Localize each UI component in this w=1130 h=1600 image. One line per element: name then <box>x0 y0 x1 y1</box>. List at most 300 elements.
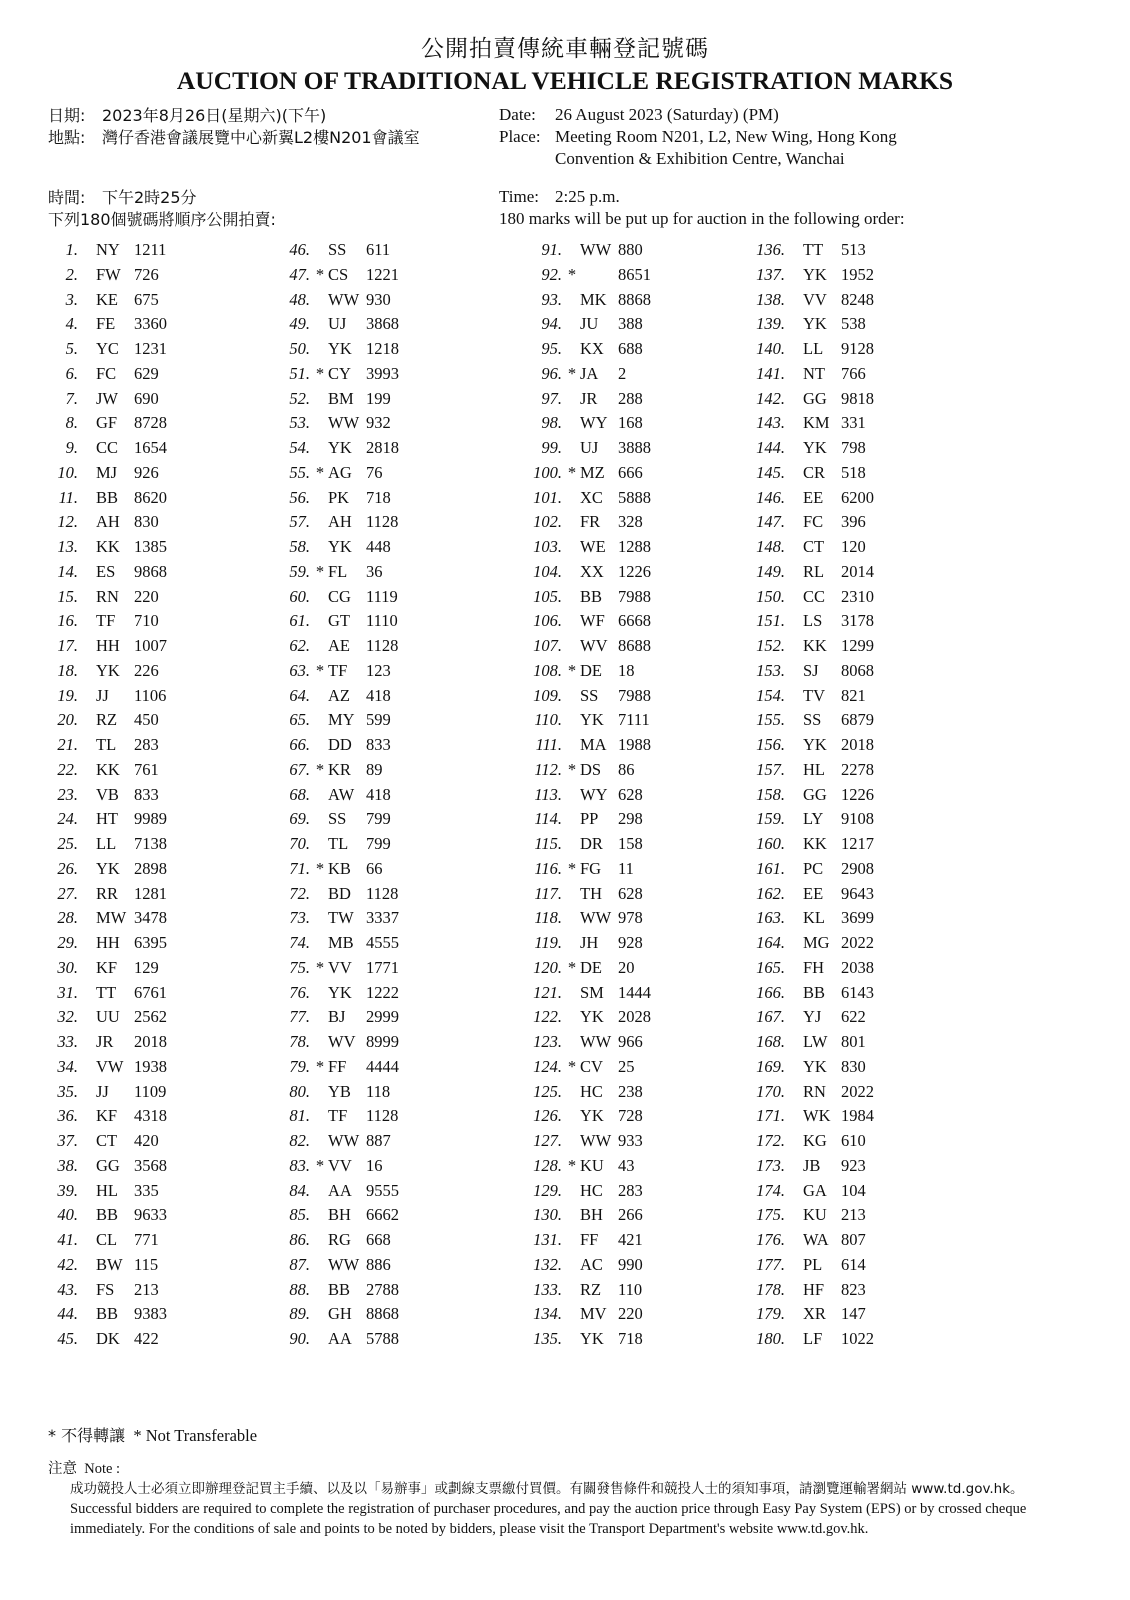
mark-digits: 1299 <box>841 636 874 655</box>
mark-letters: KK <box>96 537 120 556</box>
mark-letters: AH <box>328 512 352 532</box>
mark-number: 155. <box>756 710 785 730</box>
mark-digits: 8688 <box>618 636 651 655</box>
mark-letters: JH <box>580 933 599 952</box>
mark-letters: TF <box>96 611 116 631</box>
mark-digits: 599 <box>366 710 391 730</box>
mark-digits: 1231 <box>134 339 167 358</box>
mark-digits: 930 <box>366 289 391 309</box>
mark-digits: 710 <box>134 611 159 631</box>
mark-number: 170. <box>756 1081 785 1101</box>
mark-number: 92. <box>541 264 562 284</box>
mark-digits: 833 <box>134 784 159 804</box>
mark-number: 37. <box>57 1131 78 1150</box>
mark-number: 146. <box>756 487 785 507</box>
mark-number: 157. <box>756 759 785 779</box>
mark-number: 84. <box>289 1180 310 1200</box>
mark-digits: 833 <box>366 735 391 754</box>
mark-number: 33. <box>57 1032 78 1051</box>
mark-digits: 3178 <box>841 611 874 631</box>
mark-letters: CL <box>96 1230 118 1249</box>
mark-letters: TL <box>96 735 117 754</box>
mark-letters: JJ <box>96 685 109 705</box>
mark-number: 108. <box>533 660 562 680</box>
legend <box>48 1423 257 1446</box>
mark-digits: 199 <box>366 388 391 408</box>
mark-number: 109. <box>533 685 562 705</box>
mark-number: 164. <box>756 933 785 952</box>
mark-number: 176. <box>756 1230 785 1249</box>
mark-number: 151. <box>756 611 785 631</box>
mark-number: 172. <box>756 1131 785 1150</box>
mark-letters: VV <box>803 289 827 309</box>
mark-number: 43. <box>57 1279 78 1299</box>
mark-digits: 7988 <box>618 685 651 705</box>
mark-number: 2. <box>65 264 78 284</box>
mark-digits: 226 <box>134 660 159 680</box>
mark-number: 127. <box>533 1131 562 1150</box>
mark-letters: JU <box>580 314 599 334</box>
place-value-en-line2: Convention & Exhibition Centre, Wanchai <box>555 149 845 168</box>
mark-number: 101. <box>533 487 562 507</box>
mark-number: 19. <box>57 685 78 705</box>
mark-number: 95. <box>541 339 562 358</box>
mark-letters: WW <box>328 1131 360 1150</box>
mark-number: 31. <box>57 982 78 1002</box>
mark-number: 15. <box>57 586 78 606</box>
mark-number: 23. <box>57 784 78 804</box>
mark-letters: YK <box>328 982 352 1002</box>
mark-letters: LL <box>96 834 117 853</box>
mark-letters: FC <box>96 363 117 383</box>
mark-letters: BD <box>328 883 351 903</box>
mark-letters: WY <box>580 784 608 804</box>
mark-letters: AC <box>580 1254 603 1274</box>
note-section <box>48 1459 1088 1539</box>
mark-number: 171. <box>756 1106 785 1126</box>
mark-digits: 2038 <box>841 957 874 977</box>
mark-digits: 6879 <box>841 710 874 730</box>
mark-digits: 11 <box>618 858 634 878</box>
time-label-en: Time: <box>499 187 540 206</box>
mark-letters: GG <box>803 784 827 804</box>
mark-number: 24. <box>57 809 78 829</box>
mark-digits: 2018 <box>841 735 874 754</box>
mark-digits: 8999 <box>366 1032 399 1051</box>
mark-number: 168. <box>756 1032 785 1051</box>
mark-number: 150. <box>756 586 785 606</box>
mark-letters: SS <box>803 710 822 730</box>
mark-digits: 8068 <box>841 660 874 680</box>
mark-letters: CT <box>803 537 825 556</box>
mark-letters: BB <box>96 1205 119 1225</box>
page-title-english: AUCTION OF TRADITIONAL VEHICLE REGISTRATION MARKS <box>176 66 954 95</box>
mark-number: 174. <box>756 1180 785 1200</box>
legend-en: * Not Transferable <box>133 1426 258 1445</box>
mark-letters: WW <box>580 908 612 928</box>
mark-digits: 2788 <box>366 1279 399 1299</box>
mark-digits: 9818 <box>841 388 874 408</box>
mark-letters: CC <box>803 586 826 606</box>
mark-letters: BB <box>96 487 119 507</box>
mark-digits: 298 <box>618 809 643 829</box>
place-value-zh: 灣仔香港會議展覽中心新翼L2樓N201會議室 <box>102 128 420 147</box>
mark-number: 144. <box>756 438 785 457</box>
mark-letters: KF <box>96 957 118 977</box>
mark-letters: MV <box>580 1304 607 1324</box>
mark-digits: 1106 <box>134 685 167 705</box>
mark-letters: WV <box>580 636 608 655</box>
mark-letters: WF <box>580 611 605 631</box>
mark-number: 100. <box>533 462 562 482</box>
mark-letters: YJ <box>803 1007 822 1027</box>
mark-number: 10. <box>57 462 78 482</box>
mark-letters: BH <box>580 1205 603 1225</box>
mark-number: 86. <box>289 1230 310 1249</box>
mark-letters: FW <box>96 264 121 284</box>
mark-digits: 220 <box>618 1304 643 1324</box>
mark-digits: 2022 <box>841 933 874 952</box>
mark-letters: HH <box>96 933 120 952</box>
mark-digits: 3699 <box>841 908 874 928</box>
mark-digits: 220 <box>134 586 159 606</box>
mark-digits: 675 <box>134 289 159 309</box>
mark-letters: FF <box>580 1230 599 1249</box>
mark-letters: SS <box>580 685 599 705</box>
mark-digits: 450 <box>134 710 159 730</box>
mark-letters: CG <box>328 586 351 606</box>
mark-digits: 886 <box>366 1254 391 1274</box>
mark-letters: BB <box>96 1304 119 1324</box>
mark-letters: BJ <box>328 1007 346 1027</box>
mark-number: 152. <box>756 636 785 655</box>
mark-number: 50. <box>289 339 310 358</box>
not-transferable-marker: * <box>567 264 577 284</box>
mark-number: 38. <box>57 1155 78 1175</box>
mark-digits: 799 <box>366 809 391 829</box>
mark-letters: FE <box>96 314 116 334</box>
mark-digits: 1128 <box>366 1106 399 1126</box>
mark-number: 78. <box>289 1032 310 1051</box>
not-transferable-marker: * <box>567 759 577 779</box>
mark-letters: GA <box>803 1180 827 1200</box>
mark-letters: WA <box>803 1230 829 1249</box>
mark-number: 30. <box>57 957 78 977</box>
mark-digits: 880 <box>618 240 643 259</box>
mark-letters: RZ <box>96 710 118 730</box>
mark-number: 68. <box>289 784 310 804</box>
mark-digits: 2898 <box>134 858 167 878</box>
mark-digits: 6143 <box>841 982 874 1002</box>
legend-zh: * 不得轉讓 <box>48 1426 126 1445</box>
mark-letters: RN <box>96 586 119 606</box>
mark-digits: 86 <box>618 759 635 779</box>
mark-digits: 690 <box>134 388 159 408</box>
mark-number: 58. <box>289 537 310 556</box>
mark-digits: 611 <box>366 240 391 259</box>
mark-digits: 1119 <box>366 586 398 606</box>
mark-number: 94. <box>541 314 562 334</box>
mark-number: 13. <box>57 537 78 556</box>
mark-number: 112. <box>534 759 562 779</box>
mark-letters: RN <box>803 1081 826 1101</box>
mark-letters: NY <box>96 240 120 259</box>
mark-number: 66. <box>289 735 310 754</box>
mark-number: 60. <box>289 586 310 606</box>
mark-digits: 1984 <box>841 1106 874 1126</box>
mark-digits: 9383 <box>134 1304 167 1324</box>
mark-digits: 1226 <box>618 561 651 581</box>
mark-number: 45. <box>57 1329 78 1348</box>
mark-number: 93. <box>541 289 562 309</box>
mark-digits: 761 <box>134 759 159 779</box>
mark-number: 136. <box>756 240 785 259</box>
mark-digits: 3337 <box>366 908 399 928</box>
mark-number: 14. <box>57 561 78 581</box>
mark-letters: AA <box>328 1329 352 1348</box>
mark-digits: 66 <box>366 858 383 878</box>
mark-number: 75. <box>289 957 310 977</box>
mark-digits: 16 <box>366 1155 383 1175</box>
mark-digits: 4555 <box>366 933 399 952</box>
mark-letters: TT <box>803 240 824 259</box>
mark-number: 133. <box>533 1279 562 1299</box>
mark-number: 153. <box>756 660 785 680</box>
mark-digits: 1007 <box>134 636 167 655</box>
mark-letters: WW <box>580 1032 612 1051</box>
mark-digits: 688 <box>618 339 643 358</box>
mark-letters: YB <box>328 1081 351 1101</box>
mark-number: 179. <box>756 1304 785 1324</box>
mark-digits: 7138 <box>134 834 167 853</box>
mark-digits: 887 <box>366 1131 391 1150</box>
mark-digits: 418 <box>366 685 391 705</box>
mark-number: 69. <box>289 809 310 829</box>
mark-letters: LF <box>803 1329 823 1348</box>
mark-number: 117. <box>534 883 562 903</box>
mark-digits: 5888 <box>618 487 651 507</box>
mark-number: 7. <box>65 388 78 408</box>
not-transferable-marker: * <box>315 561 325 581</box>
mark-letters: TF <box>328 1106 348 1126</box>
mark-digits: 807 <box>841 1230 866 1249</box>
mark-digits: 2018 <box>134 1032 167 1051</box>
mark-digits: 2278 <box>841 759 874 779</box>
mark-number: 148. <box>756 537 785 556</box>
mark-number: 46. <box>289 240 310 259</box>
mark-letters: CT <box>96 1131 118 1150</box>
mark-digits: 8728 <box>134 413 167 433</box>
not-transferable-marker: * <box>315 363 325 383</box>
mark-letters: YK <box>803 1056 827 1076</box>
mark-digits: 168 <box>618 413 643 433</box>
mark-letters: KK <box>96 759 120 779</box>
mark-number: 67. <box>289 759 310 779</box>
mark-digits: 1952 <box>841 264 874 284</box>
mark-letters: HL <box>803 759 825 779</box>
mark-letters: LS <box>803 611 823 631</box>
mark-number: 82. <box>289 1131 310 1150</box>
mark-digits: 7988 <box>618 586 651 606</box>
mark-letters: BW <box>96 1254 123 1274</box>
not-transferable-marker: * <box>567 1056 577 1076</box>
mark-digits: 830 <box>841 1056 866 1076</box>
mark-number: 49. <box>289 314 310 334</box>
mark-digits: 3360 <box>134 314 167 334</box>
note-label-en: Note : <box>84 1461 121 1477</box>
mark-number: 118. <box>534 908 562 928</box>
mark-digits: 823 <box>841 1279 866 1299</box>
mark-digits: 726 <box>134 264 159 284</box>
mark-digits: 799 <box>366 834 391 853</box>
mark-number: 165. <box>756 957 785 977</box>
mark-digits: 5788 <box>366 1329 399 1348</box>
mark-letters: CR <box>803 462 826 482</box>
mark-digits: 238 <box>618 1081 643 1101</box>
mark-digits: 6395 <box>134 933 167 952</box>
mark-number: 97. <box>541 388 562 408</box>
mark-letters: WY <box>580 413 608 433</box>
not-transferable-marker: * <box>315 264 325 284</box>
mark-letters: KF <box>96 1106 118 1126</box>
mark-number: 76. <box>289 982 310 1002</box>
mark-letters: DS <box>580 759 602 779</box>
mark-letters: KL <box>803 908 825 928</box>
mark-letters: WE <box>580 537 606 556</box>
mark-digits: 718 <box>366 487 391 507</box>
mark-digits: 3993 <box>366 363 399 383</box>
mark-number: 51. <box>289 363 310 383</box>
mark-digits: 1211 <box>134 240 167 259</box>
mark-number: 56. <box>289 487 310 507</box>
mark-letters: RZ <box>580 1279 602 1299</box>
mark-digits: 518 <box>841 462 866 482</box>
mark-number: 159. <box>756 809 785 829</box>
mark-digits: 1281 <box>134 883 167 903</box>
mark-letters: XC <box>580 487 603 507</box>
mark-letters: BB <box>580 586 603 606</box>
mark-letters: PC <box>803 858 824 878</box>
mark-digits: 3568 <box>134 1155 167 1175</box>
mark-number: 25. <box>57 834 78 853</box>
mark-digits: 2908 <box>841 858 874 878</box>
mark-number: 36. <box>57 1106 78 1126</box>
mark-number: 142. <box>756 388 785 408</box>
mark-number: 128. <box>533 1155 562 1175</box>
mark-digits: 20 <box>618 957 635 977</box>
mark-number: 5. <box>65 339 78 358</box>
mark-digits: 2999 <box>366 1007 399 1027</box>
mark-letters: YK <box>96 858 120 878</box>
mark-letters: WK <box>803 1106 831 1126</box>
mark-letters: JW <box>96 388 118 408</box>
mark-letters: WW <box>580 1131 612 1150</box>
mark-letters: BM <box>328 388 354 408</box>
mark-digits: 104 <box>841 1180 866 1200</box>
mark-digits: 422 <box>134 1329 159 1348</box>
mark-number: 70. <box>289 834 310 853</box>
mark-letters: RL <box>803 561 825 581</box>
mark-digits: 3888 <box>618 438 651 457</box>
mark-number: 180. <box>756 1329 785 1348</box>
mark-letters: FR <box>580 512 601 532</box>
mark-letters: YC <box>96 339 119 358</box>
mark-digits: 2562 <box>134 1007 167 1027</box>
mark-number: 139. <box>756 314 785 334</box>
mark-digits: 4318 <box>134 1106 167 1126</box>
mark-letters: GG <box>96 1155 120 1175</box>
mark-digits: 1218 <box>366 339 399 358</box>
mark-digits: 266 <box>618 1205 643 1225</box>
not-transferable-marker: * <box>315 1155 325 1175</box>
mark-letters: DE <box>580 660 602 680</box>
mark-letters: CY <box>328 363 351 383</box>
mark-number: 55. <box>289 462 310 482</box>
mark-letters: HF <box>803 1279 825 1299</box>
mark-letters: PK <box>328 487 350 507</box>
mark-digits: 801 <box>841 1032 866 1051</box>
mark-letters: YK <box>803 264 827 284</box>
mark-digits: 668 <box>366 1230 391 1249</box>
mark-letters: AA <box>328 1180 352 1200</box>
mark-letters: WV <box>328 1032 356 1051</box>
mark-letters: MW <box>96 908 127 928</box>
mark-digits: 110 <box>618 1279 643 1299</box>
mark-letters: BB <box>328 1279 351 1299</box>
mark-digits: 2014 <box>841 561 874 581</box>
mark-digits: 629 <box>134 363 159 383</box>
mark-letters: FF <box>328 1056 347 1076</box>
mark-number: 88. <box>289 1279 310 1299</box>
mark-number: 145. <box>756 462 785 482</box>
mark-number: 119. <box>534 933 562 952</box>
mark-letters: AE <box>328 636 350 655</box>
mark-number: 40. <box>57 1205 78 1225</box>
mark-number: 137. <box>756 264 785 284</box>
mark-digits: 8651 <box>618 264 651 284</box>
mark-letters: JA <box>580 363 599 383</box>
mark-digits: 9555 <box>366 1180 399 1200</box>
mark-number: 41. <box>57 1230 78 1249</box>
mark-letters: AH <box>96 512 120 532</box>
mark-digits: 2 <box>618 363 627 383</box>
mark-digits: 990 <box>618 1254 643 1274</box>
mark-digits: 923 <box>841 1155 866 1175</box>
mark-letters: RG <box>328 1230 351 1249</box>
mark-number: 65. <box>289 710 310 730</box>
mark-number: 178. <box>756 1279 785 1299</box>
mark-number: 132. <box>533 1254 562 1274</box>
mark-number: 73. <box>289 908 310 928</box>
mark-number: 72. <box>289 883 310 903</box>
mark-letters: TF <box>328 660 348 680</box>
mark-letters: BH <box>328 1205 351 1225</box>
mark-digits: 331 <box>841 413 866 433</box>
mark-number: 85. <box>289 1205 310 1225</box>
mark-digits: 9108 <box>841 809 874 829</box>
time-value-zh: 下午2時25分 <box>102 188 197 207</box>
mark-digits: 123 <box>366 660 391 680</box>
order-text-en: 180 marks will be put up for auction in the following order: <box>499 209 905 228</box>
mark-digits: 25 <box>618 1056 635 1076</box>
not-transferable-marker: * <box>315 462 325 482</box>
mark-digits: 8620 <box>134 487 167 507</box>
mark-digits: 1128 <box>366 636 399 655</box>
mark-digits: 18 <box>618 660 635 680</box>
mark-number: 129. <box>533 1180 562 1200</box>
time-value-en: 2:25 p.m. <box>555 187 620 206</box>
mark-number: 107. <box>533 636 562 655</box>
